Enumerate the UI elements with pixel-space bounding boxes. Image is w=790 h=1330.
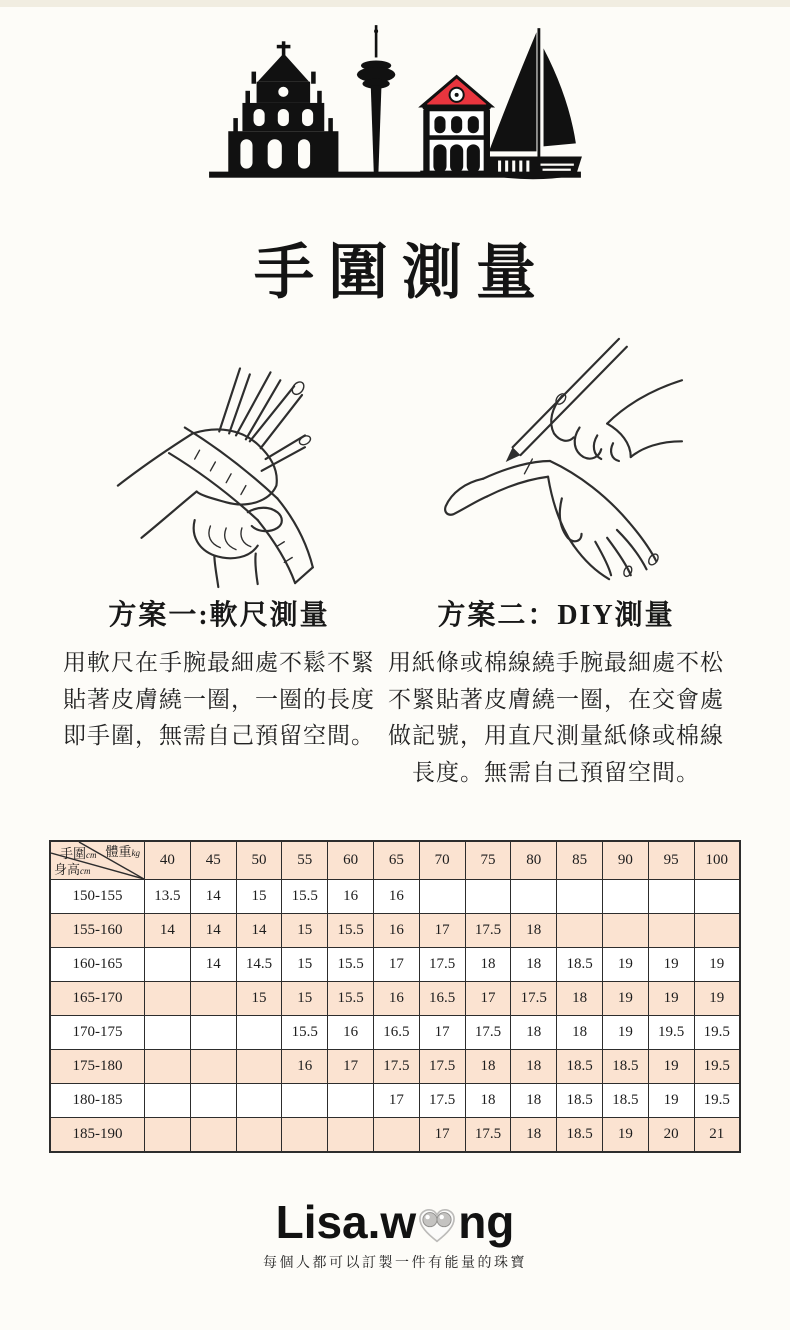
size-value-cell: 19 (602, 947, 648, 981)
size-value-cell: 17.5 (373, 1049, 419, 1083)
corner-weight-label: 體重kg (105, 843, 140, 859)
size-value-cell: 17 (373, 947, 419, 981)
height-range-cell: 160-165 (50, 947, 145, 981)
size-value-cell: 19 (602, 1015, 648, 1049)
weight-header-cell: 80 (511, 841, 557, 880)
size-value-cell: 17.5 (419, 947, 465, 981)
size-value-cell: 18 (511, 947, 557, 981)
size-value-cell: 17 (373, 1083, 419, 1117)
size-value-cell: 19 (602, 981, 648, 1015)
table-row (50, 879, 740, 913)
heart-pearls-icon (417, 1207, 457, 1245)
table-row (50, 981, 740, 1015)
method-two (380, 593, 732, 792)
table-row (50, 1117, 740, 1152)
size-value-cell: 18.5 (557, 1049, 603, 1083)
size-value-cell (282, 1083, 328, 1117)
size-value-cell (694, 879, 740, 913)
corner-wrist-label: 手圍cm (60, 845, 97, 861)
size-value-cell (190, 1049, 236, 1083)
size-value-cell: 19 (694, 947, 740, 981)
size-value-cell (557, 879, 603, 913)
macau-skyline-icon (203, 13, 587, 187)
height-range-cell: 165-170 (50, 981, 145, 1015)
size-value-cell: 14 (190, 879, 236, 913)
size-value-cell: 18.5 (557, 947, 603, 981)
size-table (49, 840, 741, 1153)
size-value-cell: 14.5 (236, 947, 282, 981)
size-value-cell: 18.5 (602, 1083, 648, 1117)
size-value-cell (145, 1083, 191, 1117)
methods-row (0, 593, 790, 792)
size-value-cell: 18 (511, 913, 557, 947)
page-title: 手圍測量 (254, 239, 550, 306)
weight-header-cell: 60 (328, 841, 374, 880)
method-one-body: 用軟尺在手腕最細處不鬆不緊貼著皮膚繞一圈，一圈的長度即手圍，無需自己預留空間。 (63, 649, 375, 749)
size-value-cell: 18 (511, 1117, 557, 1152)
size-value-cell (145, 947, 191, 981)
size-value-cell: 17 (328, 1049, 374, 1083)
size-value-cell (190, 981, 236, 1015)
height-range-cell: 175-180 (50, 1049, 145, 1083)
size-value-cell (145, 1117, 191, 1152)
size-value-cell (511, 879, 557, 913)
size-value-cell (145, 1049, 191, 1083)
method-one (58, 593, 380, 792)
size-value-cell: 17 (419, 913, 465, 947)
size-value-cell: 17.5 (419, 1083, 465, 1117)
size-value-cell: 14 (145, 913, 191, 947)
size-value-cell (236, 1083, 282, 1117)
size-value-cell: 18.5 (602, 1049, 648, 1083)
size-value-cell: 17.5 (419, 1049, 465, 1083)
table-row (50, 1049, 740, 1083)
size-value-cell (557, 913, 603, 947)
size-value-cell (602, 879, 648, 913)
size-value-cell: 17.5 (465, 1117, 511, 1152)
size-value-cell: 16 (373, 879, 419, 913)
weight-header-cell: 55 (282, 841, 328, 880)
size-value-cell: 15.5 (282, 879, 328, 913)
size-value-cell: 16.5 (419, 981, 465, 1015)
size-value-cell: 16 (328, 879, 374, 913)
size-value-cell: 20 (648, 1117, 694, 1152)
size-value-cell: 17 (419, 1015, 465, 1049)
size-value-cell: 18 (465, 947, 511, 981)
size-value-cell: 19 (648, 1083, 694, 1117)
size-value-cell: 15 (236, 981, 282, 1015)
size-value-cell: 19.5 (648, 1015, 694, 1049)
size-value-cell (419, 879, 465, 913)
brand-tagline: 每個人都可以訂製一件有能量的珠寶 (263, 1255, 527, 1271)
weight-header-cell: 85 (557, 841, 603, 880)
size-value-cell: 18 (557, 1015, 603, 1049)
method-two-title: 方案二：DIY測量 (437, 599, 675, 631)
logo-text-suffix: ng (458, 1195, 515, 1248)
size-value-cell (465, 879, 511, 913)
weight-header-cell: 100 (694, 841, 740, 880)
size-value-cell: 19 (694, 981, 740, 1015)
method-one-title: 方案一:軟尺測量 (108, 599, 330, 631)
size-value-cell: 19.5 (694, 1083, 740, 1117)
size-value-cell: 13.5 (145, 879, 191, 913)
size-value-cell (328, 1083, 374, 1117)
size-value-cell: 15 (282, 981, 328, 1015)
size-value-cell: 17.5 (465, 1015, 511, 1049)
size-value-cell (236, 1049, 282, 1083)
pen-marking-wrist-icon (413, 333, 691, 589)
size-value-cell: 19.5 (694, 1049, 740, 1083)
size-value-cell (145, 1015, 191, 1049)
size-value-cell: 19 (648, 981, 694, 1015)
size-value-cell (328, 1117, 374, 1152)
size-value-cell (282, 1117, 328, 1152)
size-value-cell (602, 913, 648, 947)
weight-header-cell: 95 (648, 841, 694, 880)
table-row (50, 947, 740, 981)
size-value-cell (145, 981, 191, 1015)
table-row (50, 913, 740, 947)
size-value-cell (190, 1015, 236, 1049)
size-value-cell: 17.5 (465, 913, 511, 947)
size-value-cell: 16 (373, 981, 419, 1015)
height-range-cell: 180-185 (50, 1083, 145, 1117)
weight-header-cell: 75 (465, 841, 511, 880)
size-value-cell (190, 1083, 236, 1117)
size-value-cell: 15.5 (328, 947, 374, 981)
weight-header-cell: 40 (145, 841, 191, 880)
top-strip (0, 0, 790, 7)
size-value-cell: 17 (465, 981, 511, 1015)
size-value-cell (236, 1015, 282, 1049)
table-corner-cell (50, 841, 145, 880)
weight-header-cell: 45 (190, 841, 236, 880)
size-value-cell: 18 (557, 981, 603, 1015)
size-value-cell (648, 913, 694, 947)
height-range-cell: 170-175 (50, 1015, 145, 1049)
size-value-cell: 18.5 (557, 1117, 603, 1152)
size-value-cell: 18 (511, 1049, 557, 1083)
size-value-cell (373, 1117, 419, 1152)
size-value-cell: 15.5 (282, 1015, 328, 1049)
size-value-cell: 15.5 (328, 913, 374, 947)
size-value-cell (190, 1117, 236, 1152)
corner-height-label: 身高cm (54, 861, 91, 877)
size-value-cell: 16 (328, 1015, 374, 1049)
size-value-cell: 16.5 (373, 1015, 419, 1049)
size-value-cell: 18.5 (557, 1083, 603, 1117)
weight-header-cell: 50 (236, 841, 282, 880)
logo-text-prefix: Lisa.w (275, 1195, 417, 1248)
size-value-cell: 19 (602, 1117, 648, 1152)
size-value-cell: 19 (648, 1049, 694, 1083)
weight-header-cell: 70 (419, 841, 465, 880)
size-value-cell: 16 (282, 1049, 328, 1083)
size-value-cell (236, 1117, 282, 1152)
tape-measure-wrist-icon (99, 333, 377, 589)
size-value-cell: 15.5 (328, 981, 374, 1015)
size-value-cell: 18 (511, 1015, 557, 1049)
method-two-body: 用紙條或棉線繞手腕最細處不松不緊貼著皮膚繞一圈，在交會處做記號，用直尺測量紙條或棉線長度。無需自己預留空間。 (388, 649, 724, 786)
size-value-cell: 14 (190, 947, 236, 981)
size-value-cell: 14 (236, 913, 282, 947)
size-value-cell: 18 (465, 1083, 511, 1117)
height-range-cell: 150-155 (50, 879, 145, 913)
size-value-cell (648, 879, 694, 913)
size-value-cell (694, 913, 740, 947)
size-value-cell: 14 (190, 913, 236, 947)
size-value-cell: 16 (373, 913, 419, 947)
size-value-cell: 18 (465, 1049, 511, 1083)
size-value-cell: 19 (648, 947, 694, 981)
size-value-cell: 21 (694, 1117, 740, 1152)
size-value-cell: 19.5 (694, 1015, 740, 1049)
size-value-cell: 15 (236, 879, 282, 913)
illustrations-row (0, 333, 790, 589)
size-value-cell: 17.5 (511, 981, 557, 1015)
height-range-cell: 185-190 (50, 1117, 145, 1152)
size-value-cell: 15 (282, 913, 328, 947)
table-row (50, 1015, 740, 1049)
size-value-cell: 15 (282, 947, 328, 981)
footer (0, 1195, 790, 1272)
table-row (50, 1083, 740, 1117)
macau-skyline-illustration (203, 13, 587, 187)
brand-logo (0, 1195, 790, 1249)
table-header-row (50, 841, 740, 880)
weight-header-cell: 65 (373, 841, 419, 880)
weight-header-cell: 90 (602, 841, 648, 880)
height-range-cell: 155-160 (50, 913, 145, 947)
size-value-cell: 17 (419, 1117, 465, 1152)
size-value-cell: 18 (511, 1083, 557, 1117)
